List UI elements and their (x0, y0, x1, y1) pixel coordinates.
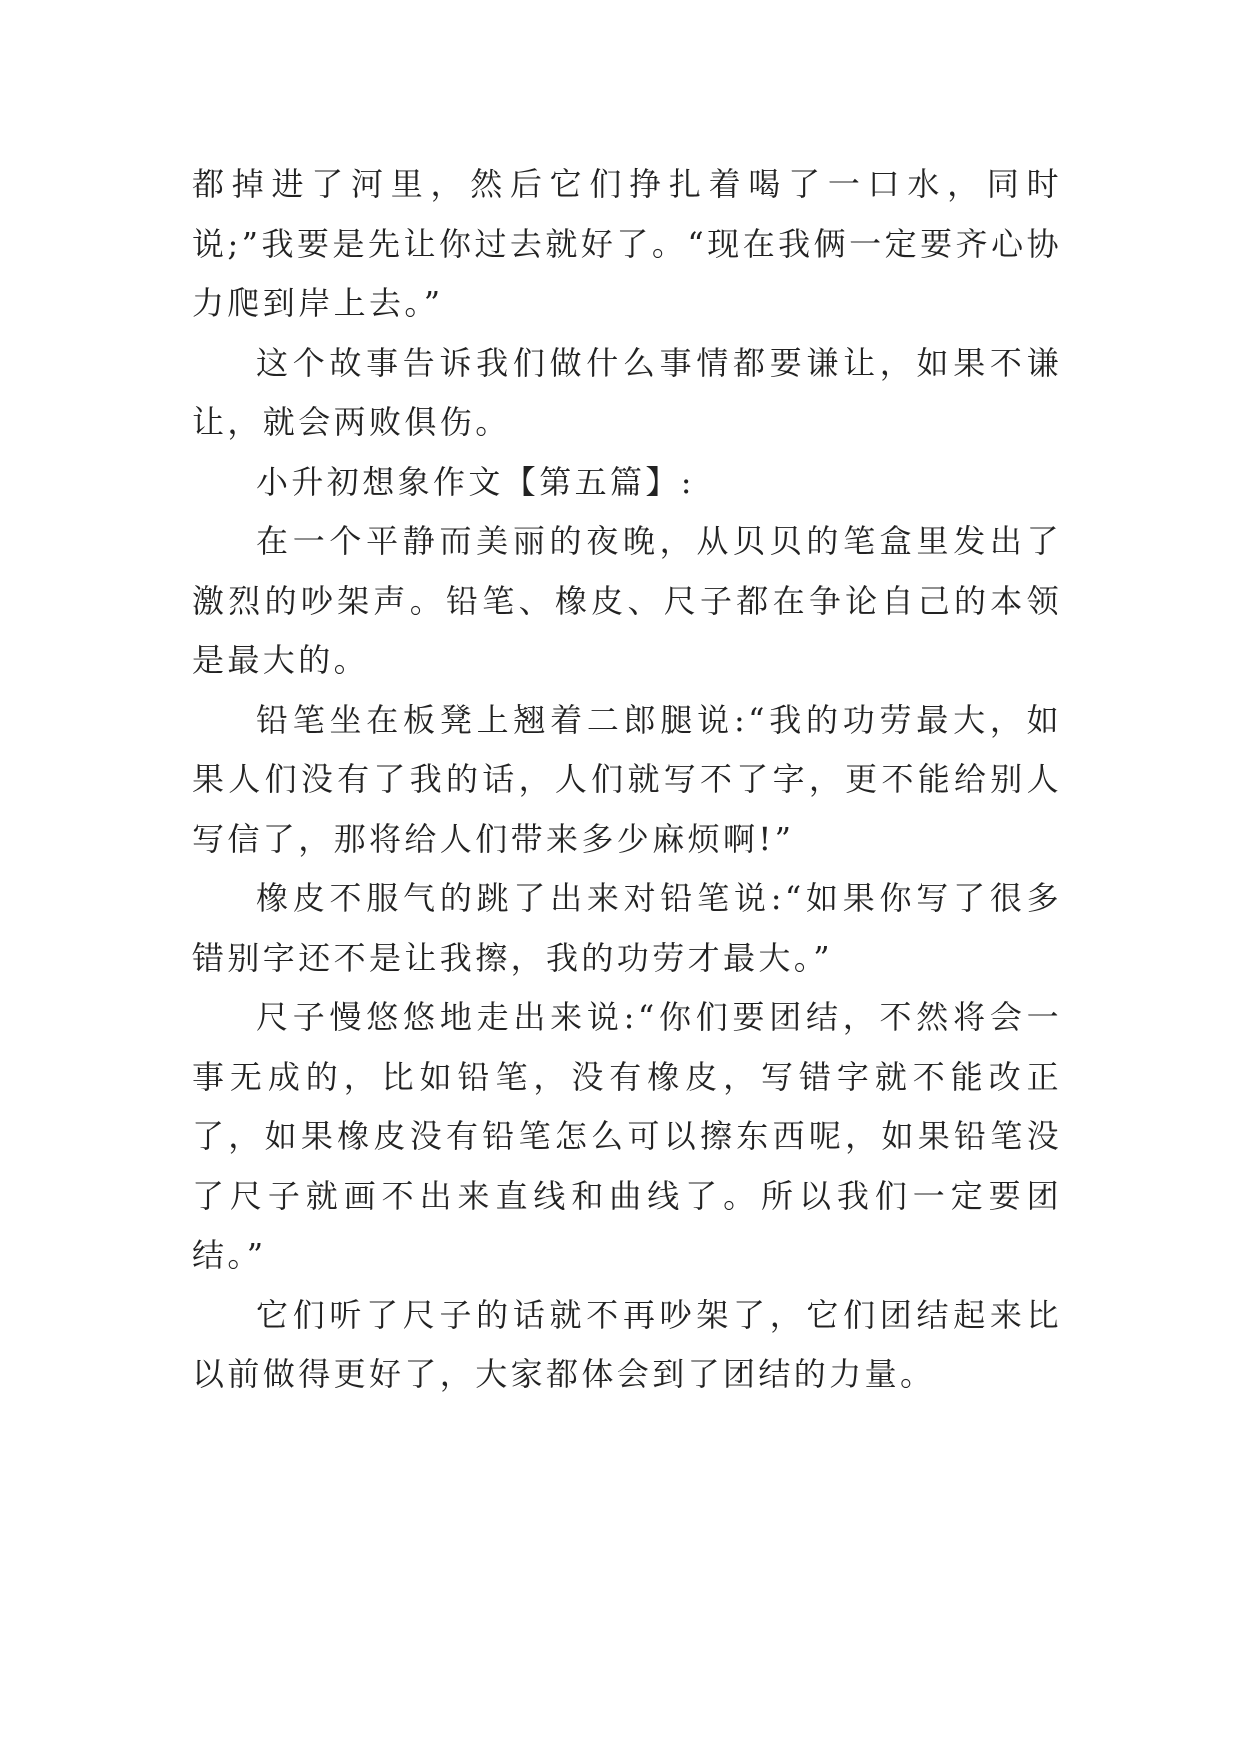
paragraph-7: 它们听了尺子的话就不再吵架了，它们团结起来比以前做得更好了，大家都体会到了团结的力量。 (192, 1295, 1062, 1393)
paragraph-5: 橡皮不服气的跳了出来对铅笔说:“如果你写了很多错别字还不是让我擦，我的功劳才最大。” (192, 879, 1062, 977)
paragraph-4: 铅笔坐在板凳上翘着二郎腿说:“我的功劳最大，如果人们没有了我的话，人们就写不了字，更不能给别人写信了，那将给人们带来多少麻烦啊!” (192, 700, 1062, 858)
section-heading: 小升初想象作文【第五篇】: (256, 462, 695, 501)
paragraph-1: 都掉进了河里，然后它们挣扎着喝了一口水，同时说;”我要是先让你过去就好了。“现在我俩一定要齐心协力爬到岸上去。” (192, 165, 1062, 322)
paragraph-6: 尺子慢悠悠地走出来说:“你们要团结，不然将会一事无成的，比如铅笔，没有橡皮，写错字就不能改正了，如果橡皮没有铅笔怎么可以擦东西呢，如果铅笔没了尺子就画不出来直线和曲线了。所以我们一定要团结。” (192, 998, 1062, 1274)
paragraph-2: 这个故事告诉我们做什么事情都要谦让，如果不谦让，就会两败俱伤。 (192, 343, 1062, 441)
document-body (192, 155, 1062, 1405)
paragraph-3: 在一个平静而美丽的夜晚，从贝贝的笔盒里发出了激烈的吵架声。铅笔、橡皮、尺子都在争论自己的本领是最大的。 (192, 522, 1062, 679)
